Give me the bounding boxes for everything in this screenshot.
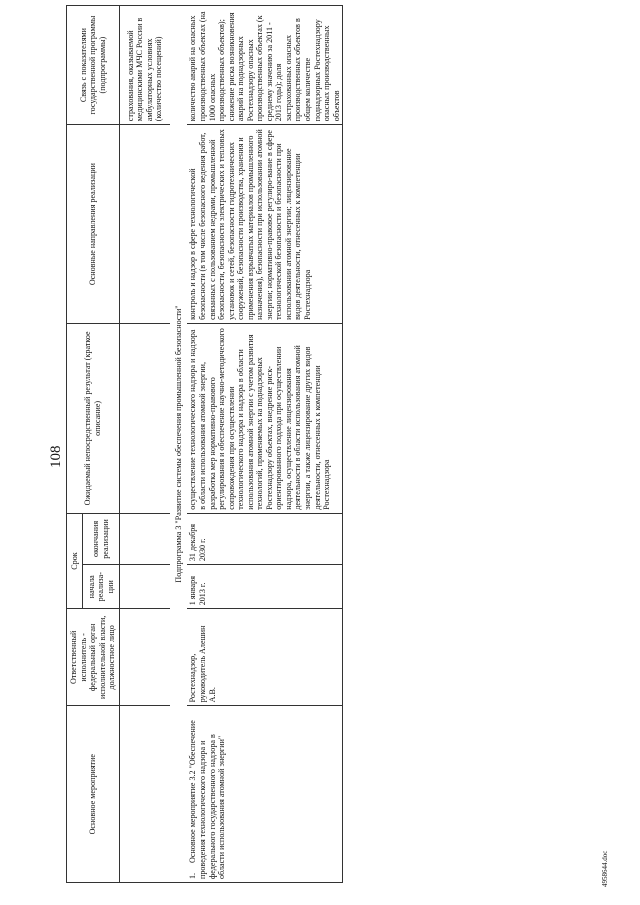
document-reference: 4958644.doc	[601, 850, 609, 887]
previous-row-link: страхования, оказываемой медицинскими МЧС России в амбулаторных условиях (количество посещений)	[119, 6, 170, 125]
header-term: Срок	[67, 513, 83, 609]
header-responsible: Ответственный исполнитель - федеральный орган исполнительной власти, должностное лицо	[67, 609, 120, 706]
header-row	[67, 6, 83, 883]
row-activity-cell	[187, 706, 342, 883]
row-link: количество аварий на опасных производственных объектах (на 1000 опасных производственных объектов); снижение риска возникновения аварий на поднадзорных Ростехнадзору опасных производственных объектах (к среднему значению за 2011 - 2013 годы); доля застрахованных опасных производственных объектов в общем количестве поднадзорных Ростехнадзору опасных производственных объектов	[187, 6, 342, 125]
row-result: осуществление технологического надзора и надзора в области использования атомной энергии, разработка мер нормативно-правового регулирования и обеспечение научно-методического сопровождения при осуществлении технологического надзора и надзора в области использования атомной энергии с учетом развития технологий, применяемых на поднадзорных Ростехнадзору объектах, внедрение риск-ориентированного подхода при осуществлении надзора, осуществление лицензирования деятельности в области использования атомной энергии, а также лицензирование других видов деятельности, отнесенных к компетенции Ростехнадзора	[187, 323, 342, 513]
row-start: 1 января 2013 г.	[187, 565, 342, 609]
subprogram-title: Подпрограмма 3 "Развитие системы обеспечения промышленной безопасности"	[170, 6, 188, 883]
row-end: 31 декабря 2030 г.	[187, 513, 342, 564]
header-link: Связь с показателями государственной программы (подпрограммы)	[67, 6, 120, 125]
header-directions: Основные направления реализации	[67, 125, 120, 324]
row-number: 1.	[188, 872, 198, 879]
header-term-end: окончания реализации	[82, 513, 119, 564]
row-activity: Основное мероприятие 3.2 "Обеспечение проведения технологического надзора и федерального государственного надзора в области использования атомной энергии"	[188, 720, 227, 879]
table-row	[187, 6, 342, 883]
subprogram-row	[170, 6, 188, 883]
header-term-start: начала реализа-ции	[82, 565, 119, 609]
row-directions: контроль и надзор в сфере технологической безопасности (в том числе безопасного ведения работ, связанных с пользованием недрами, промышленной безопасности, безопасности электрических и тепловых установок и сетей, безопасности гидротехнических сооружений, безопасности производства, хранения и применения взрывчатых материалов промышленного назначения), безопасности при использовании атомной энергии; нормативно-правовое регулиро-вание в сфере технологической безопасности и безопасности при использовании атомной энергии; лицензирование видов деятельности, отнесенных к компетенции Ростехнадзора	[187, 125, 342, 324]
activities-table	[66, 5, 343, 883]
header-main-activity: Основное мероприятие	[67, 706, 120, 883]
header-expected-result: Ожидаемый непосредственный результат (краткое описание)	[67, 323, 120, 513]
page-number: 108	[48, 445, 64, 468]
row-responsible: Ростехнадзор, руководитель Алешин А.В.	[187, 609, 342, 706]
previous-row	[119, 6, 170, 883]
